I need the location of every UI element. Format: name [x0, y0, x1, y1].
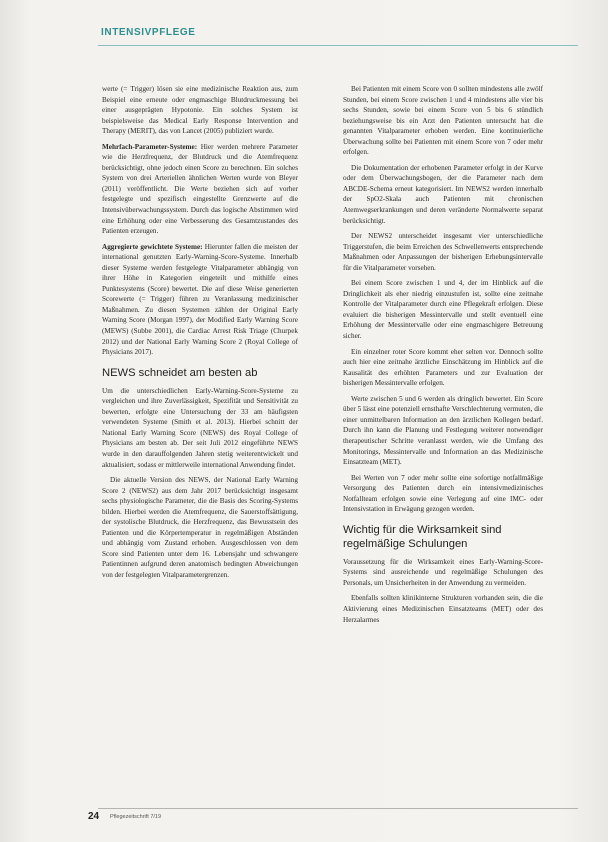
header-rule: [98, 45, 578, 46]
paragraph: Voraussetzung für die Wirksamkeit eines Early-Warning-Score-Systems sind ausreichende und regelmäßige Schulungen des Personals, um Unsicherheiten in der Anwendung zu vermeiden.: [343, 557, 543, 587]
left-column: [102, 84, 298, 586]
section-heading: NEWS schneidet am besten ab: [102, 366, 258, 379]
paragraph-lead: Aggregierte gewichtete Systeme:: [102, 242, 203, 251]
paragraph: Werte zwischen 5 und 6 werden als dringlich bewertet. Ein Score über 5 lässt eine potenziell ernsthafte Verschlechterung vermuten, die einer unmittelbaren Information an den ärztlichen Kollegen bedarf. Durch ihn kann die Planung und Festlegung weiterer notwendiger therapeutischer Schritte veranlasst werden, wie die Umfang des Monitorings, Messintervalle und Information an das Medizinische Einsatzteam (MET).: [343, 394, 543, 467]
paragraph-lead: Mehrfach-Parameter-Systeme:: [102, 142, 198, 151]
paragraph: Um die unterschiedlichen Early-Warning-Score-Systeme zu vergleichen und ihre Zuverlässigkeit, Spezifität und Sensitivität zu bewerten, erfolgte eine Untersuchung der 33 am häufigsten verwendeten Systeme (Smith et al. 2013). Hierbei schnitt der National Early Warning Score (NEWS) des Royal College of Physicians am besten ab. Der seit Juli 2012 eingeführte NEWS wurde in den darauffolgenden Jahren stetig weiterentwickelt und aktualisiert, sodass er mittlerweile international Anwendung findet.: [102, 386, 298, 469]
section-heading: Wichtig für die Wirksamkeit sind regelmäßige Schulungen: [343, 523, 502, 550]
footer-rule: [98, 808, 578, 809]
paragraph: werte (= Trigger) lösen sie eine medizinische Reaktion aus, zum Beispiel eine erneute oder engmaschige Blutdruckmessung bei einer ausgeprägten Hypotonie. Ein solches System ist beispielsweise das Medical Early Response Intervention and Therapy (MERIT), das von Lancet (2005) publiziert wurde.: [102, 85, 298, 136]
right-column: [343, 84, 543, 630]
paragraph: Der NEWS2 unterscheidet insgesamt vier unterschiedliche Triggerstufen, die beim Erreichen des Schwellenwerts entsprechende Maßnahmen oder Anpassungen der bisherigen Erhebungsintervalle für die Vitalparameter vorsehen.: [343, 232, 543, 272]
paragraph: Bei einem Score zwischen 1 und 4, der im Hinblick auf die Dringlichkeit als eher niedrig einzustufen ist, sollte eine zeitnahe Kontrolle der Vitalparameter durch eine Pflegekraft erfolgen. Diese evaluiert die bisherigen Messintervalle und stellt eventuell eine Erhöhung der Messintervalle oder eine engmaschigere Betreuung sicher.: [343, 279, 543, 341]
page-number: 24: [88, 811, 100, 822]
paragraph: Bei Patienten mit einem Score von 0 sollten mindestens alle zwölf Stunden, bei einem Score zwischen 1 und 4 mindestens alle vier bis sechs Stunden, sowie bei einem Score von 5 bis 6 stündlich beziehungsweise bis ein Arzt den Patienten untersucht hat die genannten Vitalparameter erhoben werden. Eine kontinuierliche Überwachung sollte bei Patienten mit einem Score von 7 oder mehr erfolgen.: [343, 85, 543, 157]
paragraph: Die Dokumentation der erhobenen Parameter erfolgt in der Kurve oder dem Überwachungsbogen, der die Parameter nach dem ABCDE-Schema erneut kategorisiert. Im NEWS2 werden innerhalb der SpO2-Skala auch Patienten mit chronischen Atemwegserkrankungen und deren veränderte Normalwerte separat berücksichtigt.: [343, 163, 543, 225]
section-label: INTENSIVPFLEGE: [101, 27, 196, 38]
paragraph: [102, 142, 298, 237]
paragraph-text: Hier werden mehrere Parameter wie die Herzfrequenz, der Blutdruck und die Atemfrequenz berücksichtigt, ohne jedoch einen Score zu berechnen. Ein solches System von drei Arteriellen ähnlichen Werten wurde von Bleyer (2011) veröffentlicht. Die Werte beziehen sich auf vorher festgelegte und spezifisch eingestellte Grenzwerte auf die Intensivüberwachungssystem. Durch das logische Abstimmen wird eine Erhöhung oder eine Verbesserung des Gesamtzustandes des Patienten erzeugen.: [102, 142, 298, 236]
paragraph: Ein einzelner roter Score kommt eher selten vor. Dennoch sollte auch hier eine zeitnahe ärztliche Einschätzung im Hinblick auf die Kausalität des erhöhten Parameters und zur Evaluation der bisherigen Messintervalle erfolgen.: [343, 347, 543, 388]
paragraph: Die aktuelle Version des NEWS, der National Early Warning Score 2 (NEWS2) aus dem Jahr 2017 berücksichtigt insgesamt sechs physiologische Parameter, die die Basis des Scoring-Systems bilden. Hierbei werden die Atemfrequenz, die Sauerstoffsättigung, der systolische Blutdruck, die Herzfrequenz, das Bewusstsein des Patienten und die Körpertemperatur in regelmäßigen Abständen und abhängig vom Zustand erhoben. Ausgeschlossen von dem Score sind Patienten unter dem 16. Lebensjahr und schwangere Patientinnen aufgrund deren anatomisch bedingten Abweichungen von der festgelegten Vitalparametergrenzen.: [102, 476, 298, 579]
paragraph: Ebenfalls sollten klinikinterne Strukturen vorhanden sein, die die Aktivierung eines Medizinischen Einsatzteams (MET) oder des Herzalarmes: [343, 594, 543, 624]
paragraph: Bei Werten von 7 oder mehr sollte eine sofortige notfallmäßige Versorgung des Patienten durch ein intensivmedizinisches Notfallteam erfolgen sowie eine Verlegung auf eine IMC- oder Intensivstation in Erwägung gezogen werden.: [343, 473, 543, 514]
paragraph-text: Hierunter fallen die meisten der international genutzten Early-Warning-Score-Systeme. Innerhalb dieser Systeme werden festgelegte Vitalparameter abhängig von ihrer Höhe in Kategorien eingeteilt und mithilfe eines Punktesystems (Score) bewertet. Die auf diese Weise generierten Scorewerte (= Trigger) führen zu Veranlassung medizinischer Maßnahmen. Zu diesen Systemen zählen der Original Early Warning Score (Morgan 1997), der Modified Early Warning Score (MEWS) (Subbe 2001), die Cardiac Arrest Risk Triage (Churpek 2012) und der National Early Warning Score 2 (Royal College of Physicians 2017).: [102, 242, 298, 357]
journal-name: Pflegezeitschrift 7/19: [110, 814, 162, 820]
paragraph: [102, 242, 298, 358]
